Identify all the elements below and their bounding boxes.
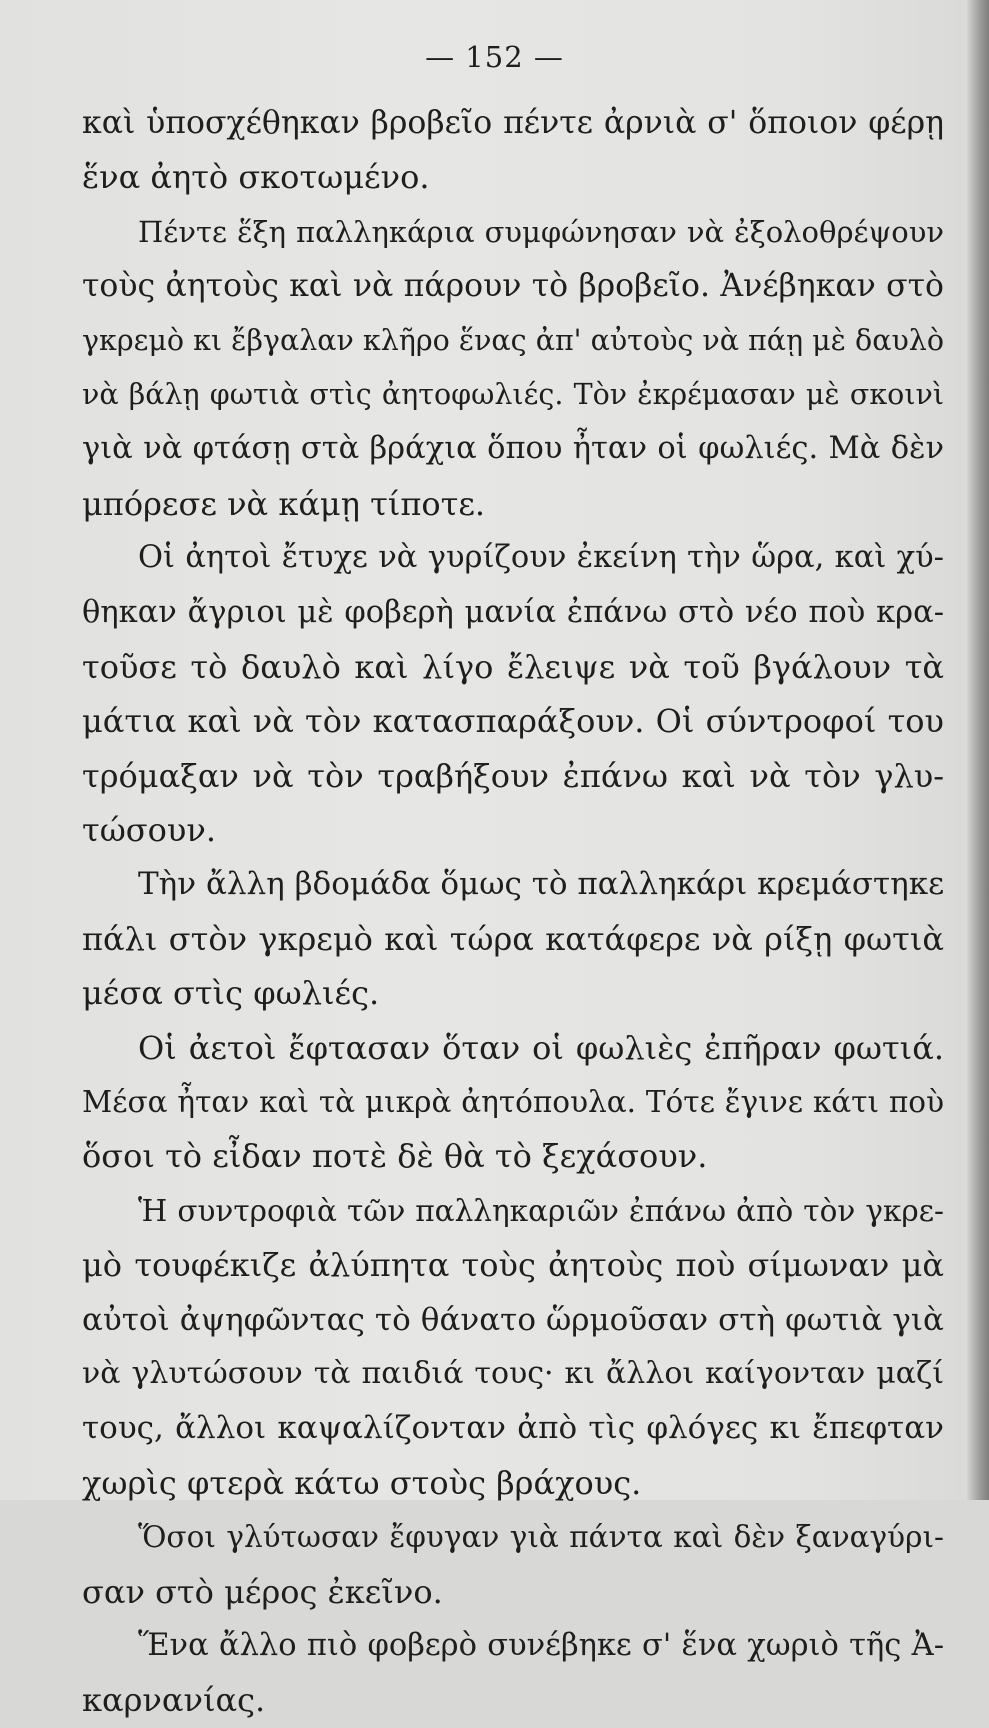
text-line: Μέσα ἦταν καὶ τὰ μικρὰ ἀητόπουλα. Τότε ἔγινε κάτι ποὺ: [82, 1085, 944, 1120]
text-line: καὶ ὑποσχέθηκαν βροβεῖο πέντε ἀρνιὰ σ' ὅποιον φέρῃ: [82, 105, 944, 141]
body-text: [82, 96, 944, 1728]
text-line: Ὅσοι γλύτωσαν ἔφυγαν γιὰ πάντα καὶ δὲν ξαναγύρι-: [138, 1520, 944, 1555]
text-line: καρνανίας.: [82, 1681, 266, 1720]
text-line: αὐτοὶ ἀψηφῶντας τὸ θάνατο ὥρμοῦσαν στὴ φωτιὰ γιὰ: [82, 1301, 944, 1338]
text-line: τους, ἄλλοι καψαλίζονταν ἀπὸ τὶς φλόγες κι ἔπεφταν: [82, 1410, 944, 1447]
text-line: μάτια καὶ νὰ τὸν κατασπαράξουν. Οἱ σύντροφοί του: [82, 702, 944, 741]
text-line: νὰ βάλῃ φωτιὰ στὶς ἀητοφωλιές. Τὸν ἐκρέμασαν μὲ σκοινὶ: [82, 377, 944, 411]
text-line: ἕνα ἀητὸ σκοτωμένο.: [82, 158, 430, 197]
text-line: Πέντε ἕξη παλληκάρια συμφώνησαν νὰ ἐξολοθρέψουν: [138, 214, 944, 249]
text-line: Ἕνα ἄλλο πιὸ φοβερὸ συνέβηκε σ' ἕνα χωριὸ τῆς Ἀ-: [138, 1627, 944, 1663]
text-line: Οἱ ἀητοὶ ἔτυχε νὰ γυρίζουν ἐκείνη τὴν ὥρα, καὶ χύ-: [138, 540, 944, 576]
text-line: Ἡ συντροφιὰ τῶν παλληκαριῶν ἐπάνω ἀπὸ τὸν γκρε-: [138, 1193, 944, 1228]
text-line: γιὰ νὰ φτάσῃ στὰ βράχια ὅπου ἦταν οἱ φωλιές. Μὰ δὲν: [82, 431, 944, 467]
text-line: χωρὶς φτερὰ κάτω στοὺς βράχους.: [82, 1463, 642, 1502]
text-line: σαν στὸ μέρος ἐκεῖνο.: [82, 1572, 443, 1611]
text-line: Οἱ ἀετοὶ ἔφτασαν ὅταν οἱ φωλιὲς ἐπῆραν φωτιά.: [138, 1028, 944, 1067]
text-line: νὰ γλυτώσουν τὰ παιδιά τους· κι ἄλλοι καίγονταν μαζί: [82, 1355, 944, 1391]
text-line: μὸ τουφέκιζε ἀλύπητα τοὺς ἀητοὺς ποὺ σίμωναν μὰ: [82, 1246, 944, 1285]
text-line: ὅσοι τὸ εἶδαν ποτὲ δὲ θὰ τὸ ξεχάσουν.: [82, 1137, 708, 1176]
text-line: θηκαν ἄγριοι μὲ φοβερὴ μανία ἐπάνω στὸ νέο ποὺ κρα-: [82, 594, 944, 630]
text-line: γκρεμὸ κι ἔβγαλαν κλῆρο ἕνας ἀπ' αὐτοὺς νὰ πάῃ μὲ δαυλὸ: [82, 323, 944, 357]
text-line: πάλι στὸν γκρεμὸ καὶ τώρα κατάφερε νὰ ρίξῃ φωτιὰ: [82, 919, 944, 958]
text-line: τοῦσε τὸ δαυλὸ καὶ λίγο ἔλειψε νὰ τοῦ βγάλουν τὰ: [82, 647, 944, 686]
text-line: μπόρεσε νὰ κάμῃ τίποτε.: [82, 484, 486, 523]
text-line: τρόμαξαν νὰ τὸν τραβήξουν ἐπάνω καὶ νὰ τὸν γλυ-: [82, 756, 944, 795]
text-line: μέσα στὶς φωλιές.: [82, 974, 380, 1013]
text-line: τοὺς ἀητοὺς καὶ νὰ πάρουν τὸ βροβεῖο. Ἀνέβηκαν στὸ: [82, 268, 944, 305]
text-line: τώσουν.: [82, 811, 216, 850]
text-line: Τὴν ἄλλη βδομάδα ὅμως τὸ παλληκάρι κρεμάστηκε: [138, 866, 945, 903]
page-edge-shadow: [967, 0, 989, 1500]
page-number: — 152 —: [425, 40, 564, 74]
